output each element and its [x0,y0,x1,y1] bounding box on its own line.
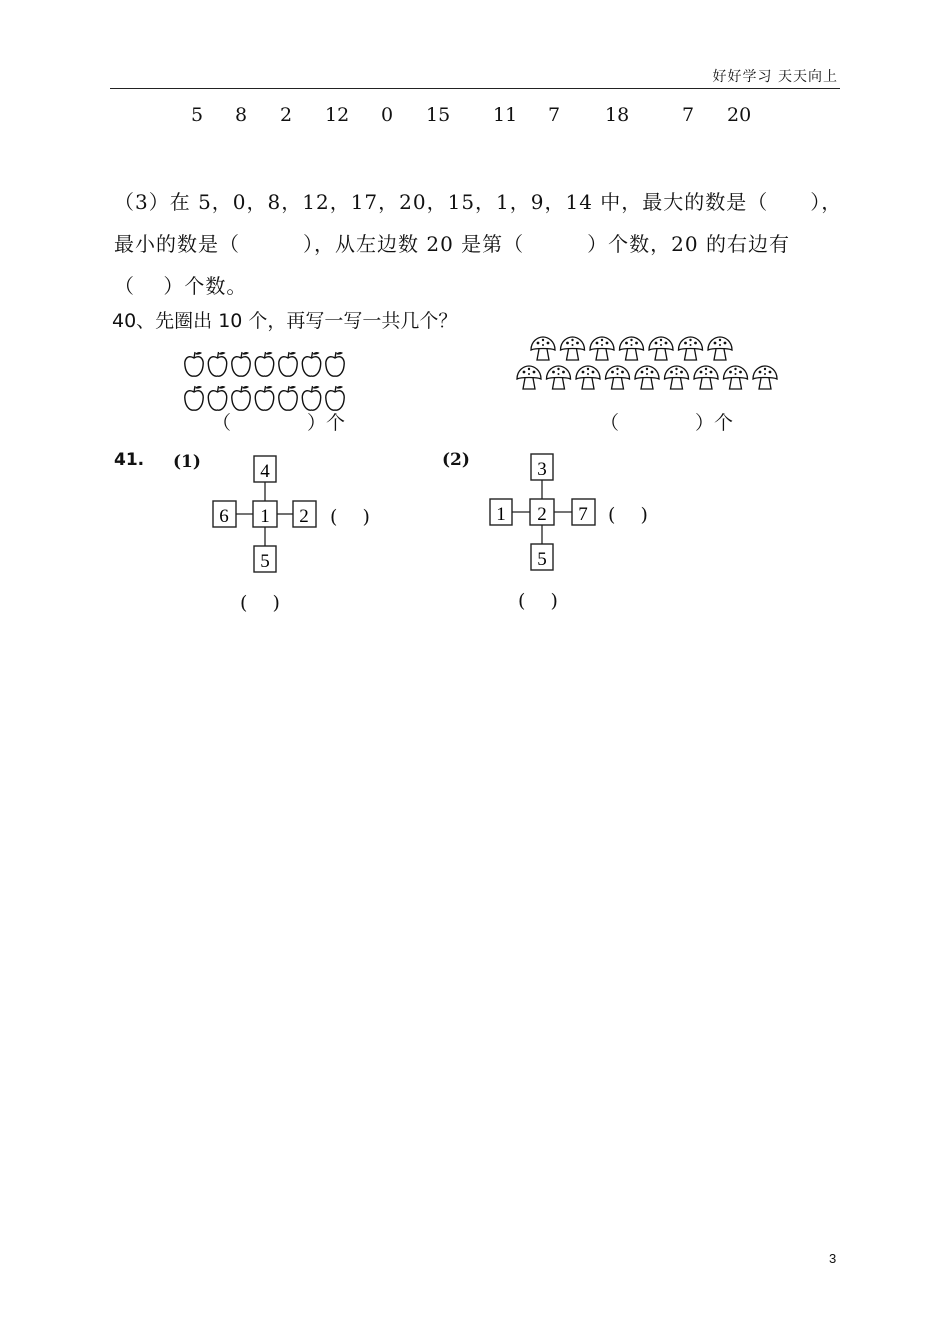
number-item: 7 [682,104,695,126]
q41-label: 41. [114,450,145,470]
number-item: 18 [605,104,630,126]
apple-icon [208,352,226,376]
cross-diagram-2 [480,446,680,576]
cross-number: 2 [299,506,309,527]
mushroom-icon [665,366,689,389]
cross-2-right-answer: ( ) [608,504,648,526]
q3-line-3: （ ）个数。 [114,274,248,298]
number-item: 12 [325,104,350,126]
mushroom-icon [649,337,673,360]
apple-icon [326,386,344,410]
number-item: 0 [381,104,394,126]
mushroom-icon [547,366,571,389]
number-item: 15 [426,104,451,126]
number-item: 20 [727,104,752,126]
mushroom-icon [708,337,732,360]
cross-2-bottom-answer: ( ) [518,590,558,612]
cross-number: 1 [496,504,506,525]
cross-number: 5 [260,551,270,572]
mushroom-icon [606,366,630,389]
cross-1-bottom-answer: ( ) [240,592,280,614]
mushroom-icon [561,337,585,360]
cross-number: 4 [260,461,270,482]
q3-line-2: 最小的数是（ ），从左边数 20 是第（ ）个数，20 的右边有 [114,232,790,256]
header-rule [110,88,840,89]
apple-icon [255,352,273,376]
cross-diagram-1 [200,448,400,578]
mushroom-icon [590,337,614,360]
apple-icon [232,386,250,410]
header-motto: 好好学习 天天向上 [712,69,838,85]
cross-number: 5 [537,549,547,570]
apples-answer: （ ）个 [212,412,346,434]
q3-line-1: （3）在 5，0，8，12，17，20，15，1，9，14 中，最大的数是（ ）， [114,190,843,214]
apple-icon [185,386,203,410]
q40-prompt: 40、先圈出 10 个，再写一写一共几个？ [112,310,458,332]
cross-1-right-answer: ( ) [330,506,370,528]
page-number: 3 [829,1251,837,1266]
apple-icon [279,352,297,376]
q41-item-2-label: (2) [442,450,470,470]
apple-icon [255,386,273,410]
number-item: 8 [235,104,248,126]
apples-group [180,344,350,414]
mushroom-icon [576,366,600,389]
cross-number: 6 [219,506,229,527]
mushroom-icon [753,366,777,389]
cross-number: 2 [537,504,547,525]
mushroom-icon [635,366,659,389]
cross-number: 7 [578,504,588,525]
cross-number: 3 [537,459,547,480]
apple-icon [279,386,297,410]
mushroom-icon [517,366,541,389]
apple-icon [326,352,344,376]
cross-number: 1 [260,506,270,527]
apple-icon [185,352,203,376]
mushrooms-answer: （ ）个 [600,412,734,434]
number-item: 5 [191,104,204,126]
mushroom-icon [531,337,555,360]
number-item: 7 [548,104,561,126]
number-item: 11 [493,104,518,126]
apple-icon [232,352,250,376]
apple-icon [302,352,320,376]
apple-icon [302,386,320,410]
number-item: 2 [280,104,293,126]
mushroom-icon [679,337,703,360]
q41-item-1-label: (1) [173,452,201,472]
apple-icon [208,386,226,410]
mushrooms-group [512,334,782,396]
mushroom-icon [724,366,748,389]
mushroom-icon [694,366,718,389]
mushroom-icon [620,337,644,360]
